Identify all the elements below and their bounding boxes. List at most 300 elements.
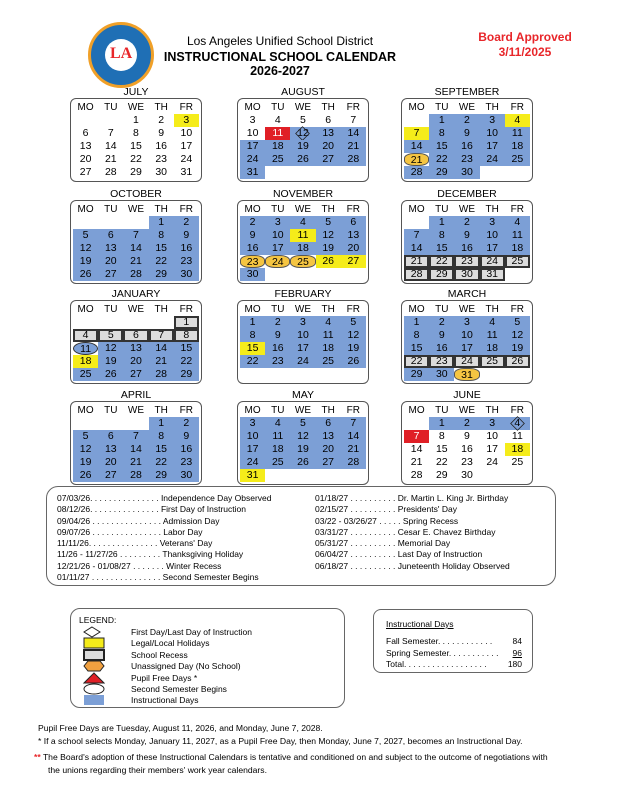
day-cell: 9 bbox=[174, 430, 199, 443]
day-cell: 3 bbox=[240, 417, 265, 430]
holiday-date: 02/15/27 . . . . . . . . . . bbox=[315, 504, 398, 515]
weekday-header: TH bbox=[485, 102, 499, 113]
holiday-name: Dr. Martin L. King Jr. Birthday bbox=[397, 493, 509, 503]
day-cell: 23 bbox=[240, 255, 265, 268]
day-cell: 22 bbox=[130, 153, 142, 165]
weekday-header: MO bbox=[77, 204, 94, 215]
day-cell: 30 bbox=[174, 268, 199, 281]
district-name: Los Angeles Unified School District bbox=[186, 34, 374, 48]
day-cell: 21 bbox=[341, 140, 366, 153]
day-cell: 1 bbox=[133, 114, 139, 126]
day-cell: 4 bbox=[505, 216, 530, 229]
day-cell: 7 bbox=[350, 114, 357, 126]
day-cell: 17 bbox=[240, 140, 265, 153]
weekday-header: WE bbox=[458, 405, 476, 416]
day-cell: 22 bbox=[240, 355, 265, 368]
day-cell: 26 bbox=[316, 255, 341, 268]
day-cell: 30 bbox=[174, 469, 199, 482]
month-name: NOVEMBER bbox=[272, 188, 334, 200]
holiday-date: 03/31/27 . . . . . . . . . . bbox=[315, 526, 398, 537]
day-cell: 28 bbox=[123, 268, 148, 281]
day-cell: 22 bbox=[435, 456, 448, 468]
day-cell: 26 bbox=[73, 268, 98, 281]
day-cell: 2 bbox=[158, 114, 165, 126]
board-approved-date: 3/11/2025 bbox=[498, 45, 552, 59]
day-cell: 2 bbox=[429, 316, 454, 329]
day-cell: 1 bbox=[149, 417, 174, 430]
legend-label: Unassigned Day (No School) bbox=[131, 661, 241, 672]
day-cell: 14 bbox=[123, 242, 148, 255]
day-cell: 19 bbox=[290, 443, 315, 456]
day-cell: 21 bbox=[123, 255, 148, 268]
day-cell: 3 bbox=[480, 216, 505, 229]
month-grid bbox=[70, 200, 202, 284]
day-cell: 30 bbox=[454, 166, 479, 179]
footer-star: ** bbox=[34, 752, 41, 762]
day-cell: 5 bbox=[98, 329, 123, 342]
day-cell: 11 bbox=[265, 430, 290, 443]
day-cell: 3 bbox=[480, 114, 505, 127]
day-cell: 14 bbox=[341, 127, 366, 140]
holiday-name: Last Day of Instruction bbox=[397, 549, 483, 560]
day-cell: 13 bbox=[123, 342, 148, 355]
empty-cell bbox=[404, 216, 429, 229]
month-name: JANUARY bbox=[111, 288, 161, 300]
day-cell: 30 bbox=[240, 268, 265, 281]
day-cell: 3 bbox=[290, 316, 315, 329]
day-cell: 12 bbox=[98, 342, 123, 355]
day-cell: 31 bbox=[180, 166, 193, 178]
footer-line-4: the unions regarding their members' work year calendars. bbox=[48, 765, 267, 775]
weekday-header: TU bbox=[271, 304, 285, 315]
weekday-header: FR bbox=[346, 204, 361, 215]
day-cell: 17 bbox=[265, 242, 290, 255]
holiday-date: 07/03/26. . . . . . . . . . . . . . . bbox=[57, 493, 161, 503]
day-cell: 16 bbox=[454, 242, 479, 255]
board-approved bbox=[470, 30, 580, 60]
day-cell: 20 bbox=[316, 140, 341, 153]
day-cell: 16 bbox=[174, 242, 199, 255]
holiday-date: 01/11/27 . . . . . . . . . . . . . . . bbox=[57, 572, 163, 583]
empty-cell bbox=[98, 216, 123, 229]
weekday-header: WE bbox=[458, 204, 476, 215]
empty-cell bbox=[123, 417, 148, 430]
holiday-date: 09/07/26 . . . . . . . . . . . . . . . bbox=[57, 526, 164, 537]
holiday-entry bbox=[315, 516, 510, 527]
holiday-entry bbox=[57, 549, 272, 560]
empty-cell bbox=[123, 216, 148, 229]
day-cell: 18 bbox=[290, 242, 315, 255]
day-cell: 24 bbox=[480, 255, 505, 268]
empty-cell bbox=[290, 268, 315, 281]
weekday-header: WE bbox=[127, 102, 145, 113]
day-cell: 3 bbox=[249, 114, 256, 126]
month-grid bbox=[401, 98, 533, 182]
holiday-entry bbox=[57, 504, 272, 515]
weekday-header: MO bbox=[77, 304, 94, 315]
footer-line-3: The Board's adoption of these Instructional Calendars is tentative and conditioned on and subject to the outcome of negotiations with bbox=[42, 752, 548, 762]
weekday-header: MO bbox=[77, 405, 94, 416]
legend-label: Second Semester Begins bbox=[131, 684, 227, 694]
weekday-header: WE bbox=[294, 102, 312, 113]
day-cell: 20 bbox=[316, 443, 341, 456]
day-cell: 27 bbox=[98, 469, 123, 482]
day-cell: 29 bbox=[130, 166, 142, 178]
day-cell: 14 bbox=[149, 342, 174, 355]
weekday-header: MO bbox=[77, 102, 94, 113]
day-cell: 22 bbox=[429, 153, 454, 166]
day-cell: 7 bbox=[404, 127, 429, 140]
day-cell: 4 bbox=[316, 316, 341, 329]
day-cell: 13 bbox=[79, 140, 92, 152]
day-cell: 30 bbox=[454, 268, 479, 281]
empty-cell bbox=[149, 316, 174, 329]
empty-cell bbox=[480, 469, 505, 482]
day-cell: 30 bbox=[429, 368, 454, 381]
day-cell: 23 bbox=[155, 153, 167, 165]
day-cell: 22 bbox=[429, 255, 454, 268]
day-cell: 10 bbox=[290, 329, 315, 342]
weekday-header: TH bbox=[321, 102, 335, 113]
day-cell: 20 bbox=[98, 255, 123, 268]
day-cell: 10 bbox=[480, 229, 505, 242]
weekday-header: WE bbox=[127, 204, 145, 215]
day-cell: 16 bbox=[454, 140, 479, 153]
day-cell: 9 bbox=[265, 329, 290, 342]
holiday-name: First Day of Instruction bbox=[160, 504, 246, 515]
day-cell: 13 bbox=[98, 242, 123, 255]
empty-cell bbox=[316, 268, 341, 281]
weekday-header: MO bbox=[244, 204, 261, 215]
month-january bbox=[70, 288, 202, 384]
day-cell: 27 bbox=[123, 368, 148, 381]
day-cell: 22 bbox=[149, 255, 174, 268]
day-cell: 24 bbox=[290, 355, 315, 368]
day-cell: 15 bbox=[149, 443, 174, 456]
day-cell: 17 bbox=[290, 342, 315, 355]
day-cell: 9 bbox=[174, 229, 199, 242]
day-cell: 26 bbox=[505, 355, 530, 368]
day-cell: 13 bbox=[316, 430, 341, 443]
day-cell: 12 bbox=[316, 229, 341, 242]
day-cell: 10 bbox=[265, 229, 290, 242]
empty-cell bbox=[341, 268, 366, 281]
day-cell: 19 bbox=[341, 342, 366, 355]
day-cell: 8 bbox=[149, 229, 174, 242]
day-cell: 27 bbox=[316, 153, 341, 166]
holiday-entry bbox=[315, 549, 510, 560]
day-cell: 3 bbox=[480, 417, 505, 430]
day-cell: 12 bbox=[341, 329, 366, 342]
day-cell: 26 bbox=[98, 368, 123, 381]
day-cell: 7 bbox=[341, 417, 366, 430]
weekday-header: TU bbox=[271, 102, 285, 113]
day-cell: 1 bbox=[429, 417, 454, 430]
weekday-header: WE bbox=[458, 304, 476, 315]
day-cell: 29 bbox=[429, 166, 454, 179]
month-name: OCTOBER bbox=[110, 188, 162, 200]
day-cell: 20 bbox=[98, 456, 123, 469]
empty-cell bbox=[73, 316, 98, 329]
empty-cell bbox=[265, 368, 290, 381]
empty-cell bbox=[73, 417, 98, 430]
day-cell: 24 bbox=[454, 355, 479, 368]
day-cell: 25 bbox=[290, 255, 315, 268]
day-cell: 28 bbox=[123, 469, 148, 482]
day-cell: 15 bbox=[429, 140, 454, 153]
day-cell: 14 bbox=[341, 430, 366, 443]
day-cell: 13 bbox=[316, 127, 341, 140]
day-cell: 22 bbox=[404, 355, 429, 368]
day-cell: 21 bbox=[404, 255, 429, 268]
day-cell: 25 bbox=[511, 456, 524, 468]
day-cell: 12 bbox=[290, 127, 315, 140]
instructional-days-label: Fall Semester. . . . . . . . . . . . bbox=[386, 636, 493, 646]
day-cell: 2 bbox=[174, 417, 199, 430]
legend-title: LEGEND: bbox=[79, 615, 117, 625]
weekday-header: TU bbox=[104, 405, 118, 416]
day-cell: 21 bbox=[123, 456, 148, 469]
day-cell: 28 bbox=[341, 153, 366, 166]
calendar-title: INSTRUCTIONAL SCHOOL CALENDAR 2026-2027 bbox=[163, 50, 397, 78]
weekday-header: WE bbox=[458, 102, 476, 113]
month-name: FEBRUARY bbox=[274, 288, 332, 300]
holiday-name: Labor Day bbox=[163, 526, 203, 537]
day-cell: 29 bbox=[404, 368, 429, 381]
weekday-header: FR bbox=[179, 304, 194, 315]
empty-cell bbox=[316, 368, 341, 381]
day-cell: 4 bbox=[505, 114, 530, 127]
holiday-name: Cesar E. Chavez Birthday bbox=[397, 526, 496, 537]
day-cell: 23 bbox=[454, 255, 479, 268]
day-cell: 23 bbox=[174, 255, 199, 268]
day-cell: 23 bbox=[429, 355, 454, 368]
logo-text: LA bbox=[110, 45, 133, 62]
day-cell: 27 bbox=[316, 456, 341, 469]
holiday-name: Independence Day Observed bbox=[160, 493, 272, 503]
day-cell: 26 bbox=[290, 456, 315, 469]
instructional-days-value: 96 bbox=[512, 647, 522, 658]
empty-cell bbox=[73, 114, 98, 127]
day-cell: 15 bbox=[435, 443, 448, 455]
empty-cell bbox=[316, 166, 341, 179]
weekday-header: TH bbox=[321, 204, 335, 215]
holiday-date: 09/04/26 . . . . . . . . . . . . . . . bbox=[57, 515, 163, 526]
day-cell: 8 bbox=[133, 127, 139, 139]
day-cell: 14 bbox=[404, 242, 429, 255]
weekday-header: WE bbox=[294, 304, 312, 315]
empty-cell bbox=[290, 368, 315, 381]
empty-cell bbox=[505, 469, 530, 482]
day-cell: 12 bbox=[73, 443, 98, 456]
day-cell: 25 bbox=[265, 456, 290, 469]
day-cell: 20 bbox=[123, 355, 148, 368]
empty-cell bbox=[341, 469, 366, 482]
weekday-header: MO bbox=[244, 304, 261, 315]
month-name: APRIL bbox=[120, 389, 152, 401]
day-cell: 2 bbox=[454, 417, 479, 430]
day-cell: 10 bbox=[246, 127, 259, 139]
day-cell: 15 bbox=[130, 140, 142, 152]
day-cell: 6 bbox=[325, 114, 332, 126]
day-cell: 25 bbox=[480, 355, 505, 368]
day-cell: 31 bbox=[240, 469, 265, 482]
day-cell: 16 bbox=[174, 443, 199, 456]
day-cell: 2 bbox=[174, 216, 199, 229]
day-cell: 1 bbox=[429, 216, 454, 229]
day-cell: 9 bbox=[429, 329, 454, 342]
day-cell: 4 bbox=[73, 329, 98, 342]
empty-cell bbox=[290, 469, 315, 482]
day-cell: 11 bbox=[480, 329, 505, 342]
holiday-list-right bbox=[315, 493, 510, 572]
empty-cell bbox=[240, 368, 265, 381]
day-cell: 1 bbox=[174, 316, 199, 329]
day-cell: 24 bbox=[240, 456, 265, 469]
instructional-days-title: Instructional Days bbox=[386, 619, 454, 629]
weekday-header: TH bbox=[485, 204, 499, 215]
empty-cell bbox=[98, 114, 123, 127]
empty-cell bbox=[290, 166, 315, 179]
day-cell: 7 bbox=[123, 430, 148, 443]
day-cell: 11 bbox=[505, 229, 530, 242]
day-cell: 31 bbox=[480, 268, 505, 281]
month-october bbox=[70, 188, 202, 284]
weekday-header: FR bbox=[179, 204, 194, 215]
holiday-date: 11/11/26. . . . . . . . . . . . . . . bbox=[57, 538, 160, 549]
day-cell: 15 bbox=[240, 342, 265, 355]
empty-cell bbox=[480, 368, 505, 381]
empty-cell bbox=[265, 268, 290, 281]
legend-label: First Day/Last Day of Instruction bbox=[131, 627, 252, 637]
day-cell: 28 bbox=[149, 368, 174, 381]
month-grid bbox=[401, 401, 533, 485]
day-cell: 9 bbox=[158, 127, 165, 139]
weekday-header: TU bbox=[271, 405, 285, 416]
instructional-days-value: 84 bbox=[512, 636, 522, 646]
weekday-header: TH bbox=[154, 204, 168, 215]
day-cell: 10 bbox=[180, 127, 193, 139]
day-cell: 7 bbox=[404, 430, 429, 443]
weekday-header: TU bbox=[435, 405, 449, 416]
day-cell: 17 bbox=[180, 140, 193, 152]
empty-cell bbox=[505, 368, 530, 381]
month-grid bbox=[401, 200, 533, 284]
day-cell: 27 bbox=[341, 255, 366, 268]
instructional-days-value: 180 bbox=[507, 659, 522, 669]
weekday-header: TU bbox=[435, 102, 449, 113]
weekday-header: TU bbox=[435, 204, 449, 215]
month-grid bbox=[70, 98, 202, 182]
day-cell: 30 bbox=[155, 166, 167, 178]
day-cell: 19 bbox=[73, 456, 98, 469]
month-grid bbox=[401, 300, 533, 384]
holiday-entry bbox=[315, 493, 510, 504]
holiday-name: Presidents' Day bbox=[397, 504, 457, 515]
holiday-entry bbox=[57, 527, 272, 538]
empty-cell bbox=[341, 166, 366, 179]
day-cell: 2 bbox=[240, 216, 265, 229]
day-cell: 10 bbox=[480, 127, 505, 140]
day-cell: 20 bbox=[341, 242, 366, 255]
day-cell: 21 bbox=[404, 153, 429, 166]
holiday-entry bbox=[315, 504, 510, 515]
day-cell: 23 bbox=[174, 456, 199, 469]
day-cell: 23 bbox=[454, 153, 479, 166]
day-cell: 7 bbox=[123, 229, 148, 242]
day-cell: 11 bbox=[505, 127, 530, 140]
holiday-entry bbox=[57, 493, 272, 504]
month-march bbox=[401, 288, 533, 384]
day-cell: 1 bbox=[429, 114, 454, 127]
month-july bbox=[70, 86, 202, 182]
day-cell: 26 bbox=[290, 153, 315, 166]
day-cell: 8 bbox=[429, 229, 454, 242]
day-cell: 8 bbox=[429, 127, 454, 140]
month-grid bbox=[70, 300, 202, 384]
day-cell: 29 bbox=[174, 368, 199, 381]
weekday-header: WE bbox=[294, 405, 312, 416]
day-cell: 4 bbox=[265, 417, 290, 430]
month-name: MAY bbox=[292, 389, 314, 401]
day-cell: 15 bbox=[429, 242, 454, 255]
month-grid bbox=[237, 200, 369, 284]
weekday-header: FR bbox=[510, 304, 525, 315]
day-cell: 17 bbox=[240, 443, 265, 456]
legend-label: Legal/Local Holidays bbox=[131, 638, 210, 649]
weekday-header: FR bbox=[346, 304, 361, 315]
day-cell: 29 bbox=[149, 469, 174, 482]
legend bbox=[70, 608, 345, 708]
month-name: MARCH bbox=[447, 288, 487, 300]
day-cell: 9 bbox=[454, 229, 479, 242]
day-cell: 13 bbox=[341, 229, 366, 242]
month-august bbox=[237, 86, 369, 182]
day-cell: 3 bbox=[454, 316, 479, 329]
month-grid bbox=[70, 401, 202, 485]
month-name: AUGUST bbox=[281, 86, 325, 98]
day-cell: 4 bbox=[505, 417, 530, 430]
day-cell: 10 bbox=[486, 430, 498, 442]
empty-cell bbox=[265, 469, 290, 482]
day-cell: 5 bbox=[505, 316, 530, 329]
holiday-name: Winter Recess bbox=[166, 560, 222, 571]
day-cell: 9 bbox=[240, 229, 265, 242]
weekday-header: WE bbox=[127, 405, 145, 416]
day-cell: 21 bbox=[149, 355, 174, 368]
day-cell: 28 bbox=[404, 166, 429, 179]
day-cell: 24 bbox=[480, 153, 505, 166]
day-cell: 5 bbox=[73, 229, 98, 242]
day-cell: 4 bbox=[290, 216, 315, 229]
weekday-header: TU bbox=[104, 304, 118, 315]
day-cell: 25 bbox=[505, 255, 530, 268]
day-cell: 1 bbox=[404, 316, 429, 329]
holiday-name: Thanksgiving Holiday bbox=[162, 549, 244, 560]
day-cell: 20 bbox=[79, 153, 92, 165]
day-cell: 10 bbox=[240, 430, 265, 443]
day-cell: 5 bbox=[73, 430, 98, 443]
day-cell: 8 bbox=[404, 329, 429, 342]
day-cell: 8 bbox=[438, 430, 445, 442]
day-cell: 24 bbox=[486, 456, 498, 468]
day-cell: 9 bbox=[464, 430, 470, 442]
day-cell: 5 bbox=[316, 216, 341, 229]
day-cell: 1 bbox=[149, 216, 174, 229]
weekday-header: TH bbox=[154, 405, 168, 416]
weekday-header: TH bbox=[154, 102, 168, 113]
day-cell: 26 bbox=[73, 469, 98, 482]
